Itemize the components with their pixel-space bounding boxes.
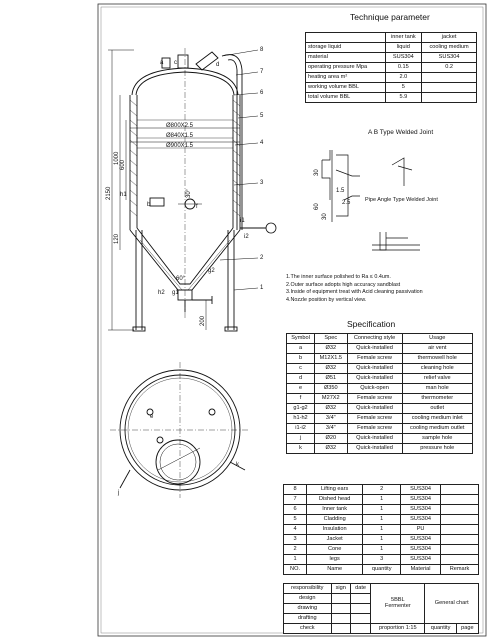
part-number-6: 6 (260, 90, 264, 96)
weld-dim-30: 30 (314, 169, 320, 176)
part-number-7: 7 (260, 69, 264, 75)
table-row: 8 Lifting ears 2 SUS304 (284, 485, 479, 495)
weld-dim-1.5: 1.5 (336, 188, 345, 194)
dim-total-height: 2150 (106, 186, 112, 200)
spec-table: Symbol Spec Connecting style Usage a Ø32 Quick-installed air vent b M12X1.5 Female screw thermowell hole c Ø32 Quick-installed cleaning hole d Ø51 Quick-installed relief valve e Ø350 Quick-open man hole f M27X2 Female screw thermometer g1-g2 Ø32 Quick-installed outlet h1-h2 3/4" Female screw cooling medium inlet i1-i2 3/4" Female screw cooling medium outlet j Ø20 Quick-installed sample hole k Ø32 Quick-installed pressure hole (286, 333, 473, 454)
part-number-1: 1 (260, 285, 264, 291)
nozzle-h2: h2 (158, 290, 165, 296)
table-row: 1 legs 3 SUS304 (284, 555, 479, 565)
table-row: k Ø32 Quick-installed pressure hole (287, 444, 473, 454)
part-number-4: 4 (260, 140, 264, 146)
nozzle-c: c (174, 60, 177, 66)
table-row: material SUS304 SUS304 (306, 53, 477, 63)
tank-top-view (110, 362, 250, 498)
nozzle-a: a (160, 60, 164, 66)
part-number-3: 3 (260, 180, 264, 186)
dim-200: 200 (200, 315, 206, 326)
table-row: 3 Jacket 1 SUS304 (284, 535, 479, 545)
table-row: 2 Cone 1 SUS304 (284, 545, 479, 555)
table-row: i1-i2 3/4" Female screw cooling medium outlet (287, 424, 473, 434)
table-row: 6 Inner tank 1 SUS304 (284, 505, 479, 515)
spec-title: Specification (347, 319, 396, 329)
nozzle-j: j (118, 490, 120, 496)
part-number-2: 2 (260, 255, 264, 261)
dim-600: 600 (120, 159, 126, 170)
table-row: j Ø20 Quick-installed sample hole (287, 434, 473, 444)
table-row: a Ø32 Quick-installed air vent (287, 344, 473, 354)
note-2: 2.Outer surface adopts high accuracy sandblast (286, 281, 401, 288)
technique-col-jacket: jacket (422, 33, 477, 43)
nozzle-k: k (236, 462, 239, 468)
table-row: heating area m² 2.0 (306, 73, 477, 83)
angle-30: 30° (186, 188, 192, 198)
dimension-lines (108, 50, 258, 330)
table-row: b M12X1.5 Female screw thermowell hole (287, 354, 473, 364)
weld-pipe-title: Pipe Angle Type Welded Joint (365, 197, 438, 203)
nozzle-b: b (147, 202, 151, 208)
title-block: responsibility sign date 5BBL Fermenter General chart design drawing drafting check proportion 1:15 quantity page (283, 583, 479, 634)
nozzle-d: d (216, 62, 220, 68)
nozzle-f: f (196, 204, 198, 210)
table-row: storage liquid liquid cooling medium (306, 43, 477, 53)
weld-dim-30b: 30 (322, 213, 328, 220)
technical-notes (286, 274, 423, 304)
nozzle-e: e (150, 414, 154, 420)
nozzle-g2: g2 (208, 268, 215, 274)
nozzle-i2: i2 (244, 234, 249, 240)
table-row: h1-h2 3/4" Female screw cooling medium inlet (287, 414, 473, 424)
note-1: 1.The inner surface polished to Ra ≤ 0.4um. (286, 274, 391, 280)
weld-dim-2.5: 2.5 (342, 200, 351, 206)
table-row: operating pressure Mpa 0.15 0.2 (306, 63, 477, 73)
table-row: d Ø51 Quick-installed relief valve (287, 374, 473, 384)
part-number-8: 8 (260, 47, 264, 53)
technique-title: Technique parameter (350, 12, 430, 22)
weld-dim-60: 60 (314, 203, 320, 210)
dim-120: 120 (114, 233, 120, 244)
table-row: working volume BBL 5 (306, 83, 477, 93)
technique-table (305, 32, 477, 103)
note-4: 4.Nozzle position by vertical view. (286, 296, 367, 303)
table-row: c Ø32 Quick-installed cleaning hole (287, 364, 473, 374)
table-row: 7 Dished head 1 SUS304 (284, 495, 479, 505)
table-row: total volume BBL 5.9 (306, 93, 477, 103)
table-row: 4 Insulation 1 PU (284, 525, 479, 535)
weld-ab-title: A B Type Welded Joint (368, 129, 434, 136)
part-number-5: 5 (260, 113, 264, 119)
drawing-name: General chart (425, 584, 479, 624)
dim-d1-label: Ø800X2.5 (166, 123, 194, 129)
table-row: g1-g2 Ø32 Quick-installed outlet (287, 404, 473, 414)
table-row: 5 Cladding 1 SUS304 (284, 515, 479, 525)
technique-col-inner: inner tank (385, 33, 422, 43)
note-3: 3.Inside of equipment treat with Acid cleaning passivation (286, 289, 423, 295)
nozzle-h1: h1 (120, 192, 127, 198)
angle-60: 60° (176, 276, 186, 282)
bom-table: 8 Lifting ears 2 SUS304 7 Dished head 1 SUS304 6 Inner tank 1 SUS304 5 Cladding 1 SUS304 4 Insulation 1 PU 3 Jacket 1 SUS304 2 Cone 1 SUS304 1 legs 3 SUS304 NO. Name quantity Material Remark (283, 484, 479, 575)
nozzle-i1: i1 (240, 218, 245, 224)
table-row: e Ø350 Quick-open man hole (287, 384, 473, 394)
dim-d2-label: Ø840X1.5 (166, 133, 194, 139)
dim-1000: 1000 (114, 151, 120, 165)
dim-d3-label: Ø900X1.5 (166, 143, 194, 149)
table-row: f M27X2 Female screw thermometer (287, 394, 473, 404)
nozzle-g1: g1 (172, 290, 179, 296)
